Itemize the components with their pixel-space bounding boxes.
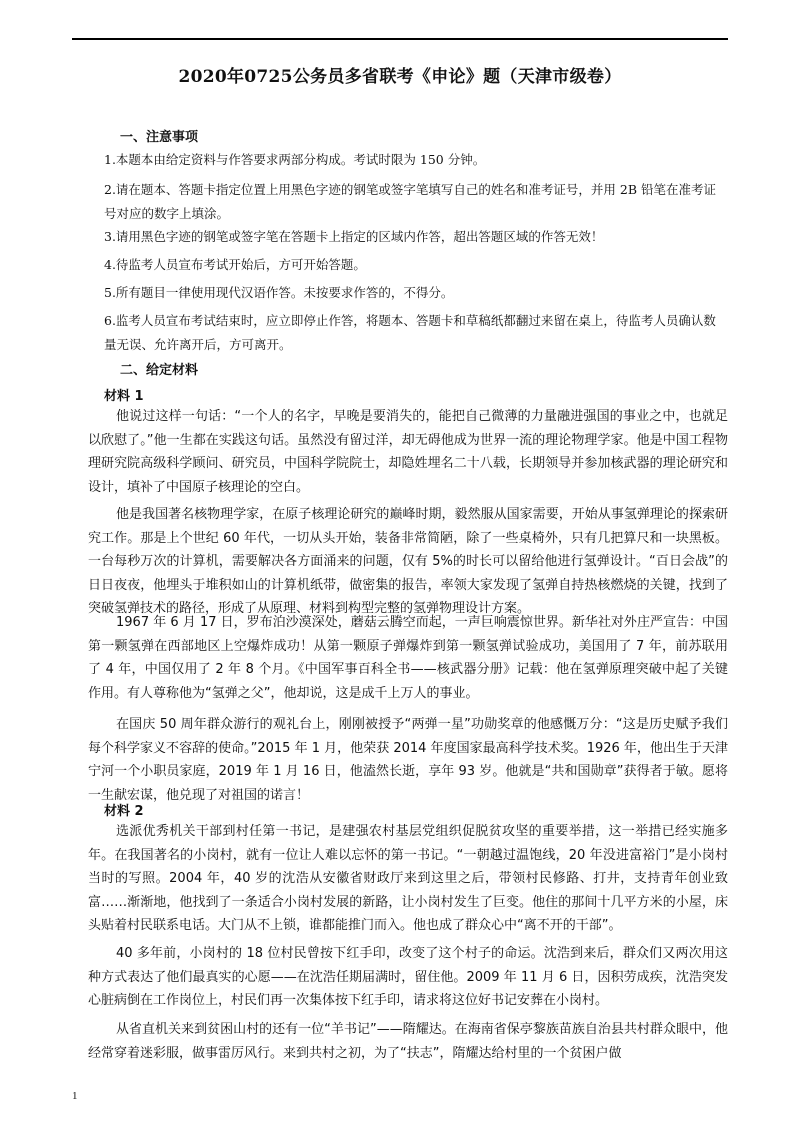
material-1-paragraph: 他说过这样一句话：“一个人的名字，早晚是要消失的，能把自己微薄的力量融进强国的事业之中，也就足以欣慰了。”他一生都在实践这句话。虽然没有留过洋，却无碍他成为世界一流的理论物理学家。他是中国工程物理研究院高级科学顾问、研究员，中国科学院院士，却隐姓埋名二十八载，长期领导并参加核武器的理论研究和设计，填补了中国原子核理论的空白。 — [88, 409, 728, 495]
material-1-paragraph: 在国庆 50 周年群众游行的观礼台上，刚刚被授予“两弹一星”功勋奖章的他感慨万分：“这是历史赋予我们每个科学家义不容辞的使命。”2015 年 1 月，他荣获 2014 年度国家最高科学技术奖。1926 年，他出生于天津宁河一个小职员家庭，2019 年 1 月 16 日，他溘然长逝，享年 93 岁。他就是“共和国勋章”获得者于敏。愿将一生献宏谋，他兑现了对祖国的诺言！ — [88, 717, 728, 803]
notice-item: 5.所有题目一律使用现代汉语作答。未按要求作答的，不得分。 — [104, 285, 454, 300]
section-heading-materials: 二、给定材料 — [120, 363, 199, 378]
material-1-title: 材料 1 — [104, 389, 144, 404]
notice-item: 2.请在题本、答题卡指定位置上用黑色字迹的钢笔或签字笔填写自己的姓名和准考证号，并用 2B 铅笔在准考证号对应的数字上填涂。 — [104, 182, 717, 221]
material-2-title: 材料 2 — [104, 804, 144, 819]
notice-item: 4.待监考人员宣布考试开始后，方可开始答题。 — [104, 257, 366, 272]
notice-item: 3.请用黑色字迹的钢笔或签字笔在答题卡上指定的区域内作答，超出答题区域的作答无效！ — [104, 229, 604, 244]
material-2-paragraph: 选派优秀机关干部到村任第一书记，是建强农村基层党组织促脱贫攻坚的重要举措，这一举措已经实施多年。在我国著名的小岗村，就有一位让人难以忘怀的第一书记。“一朝越过温饱线，20 年没进富裕门”是小岗村当时的写照。2004 年，40 岁的沈浩从安徽省财政厅来到这里之后，带领村民修路、打井，支持青年创业致富……渐渐地，他找到了一条适合小岗村发展的新路，让小岗村发生了巨变。他住的那间十几平方米的小屋，床头贴着村民联系电话。大门从不上锁，谁都能推门而入。他也成了群众心中“离不开的干部”。 — [88, 824, 728, 933]
header-rule — [72, 38, 728, 40]
page-number: 1 — [72, 1090, 78, 1102]
document-title: 2020年0725公务员多省联考《申论》题（天津市级卷） — [178, 67, 622, 87]
notice-item: 1.本题本由给定资料与作答要求两部分构成。考试时限为 150 分钟。 — [104, 152, 486, 167]
section-heading-notes: 一、注意事项 — [120, 130, 199, 145]
material-1-paragraph: 1967 年 6 月 17 日，罗布泊沙漠深处，蘑菇云腾空而起，一声巨响震惊世界。新华社对外庄严宣告：中国第一颗氢弹在西部地区上空爆炸成功！从第一颗原子弹爆炸到第一颗氢弹试验成功，美国用了 7 年，前苏联用了 4 年，中国仅用了 2 年 8 个月。《中国军事百科全书——核武器分册》记载：他在氢弹原理突破中起了关键作用。有人尊称他为“氢弹之父”，他却说，这是成千上万人的事业。 — [88, 615, 728, 701]
material-2-paragraph: 40 多年前，小岗村的 18 位村民曾按下红手印，改变了这个村子的命运。沈浩到来后，群众们又两次用这种方式表达了他们最真实的心愿——在沈浩任期届满时，留住他。2009 年 11 月 6 日，因积劳成疾，沈浩突发心脏病倒在工作岗位上，村民们再一次集体按下红手印，请求将这位好书记安葬在小岗村。 — [88, 946, 728, 1008]
notice-item: 6.监考人员宣布考试结束时，应立即停止作答，将题本、答题卡和草稿纸都翻过来留在桌上，待监考人员确认数量无误、允许离开后，方可离开。 — [104, 313, 716, 352]
material-1-paragraph: 他是我国著名核物理学家，在原子核理论研究的巅峰时期，毅然服从国家需要，开始从事氢弹理论的探索研究工作。那是上个世纪 60 年代，一切从头开始，装备非常简陋，除了一些桌椅外，只有几把算尺和一块黑板。一台每秒万次的计算机，需要解决各方面涌来的问题，仅有 5%的时长可以留给他进行氢弹设计。“百日会战”的日日夜夜，他埋头于堆积如山的计算机纸带，做密集的报告，率领大家发现了氢弹自持热核燃烧的关键，找到了突破氢弹技术的路径，形成了从原理、材料到构型完整的氢弹物理设计方案。 — [88, 507, 728, 616]
material-2-paragraph: 从省直机关来到贫困山村的还有一位“羊书记”——隋耀达。在海南省保亭黎族苗族自治县共村群众眼中，他经常穿着迷彩服，做事雷厉风行。来到共村之初，为了“扶志”，隋耀达给村里的一个贫困户做 — [88, 1022, 728, 1061]
